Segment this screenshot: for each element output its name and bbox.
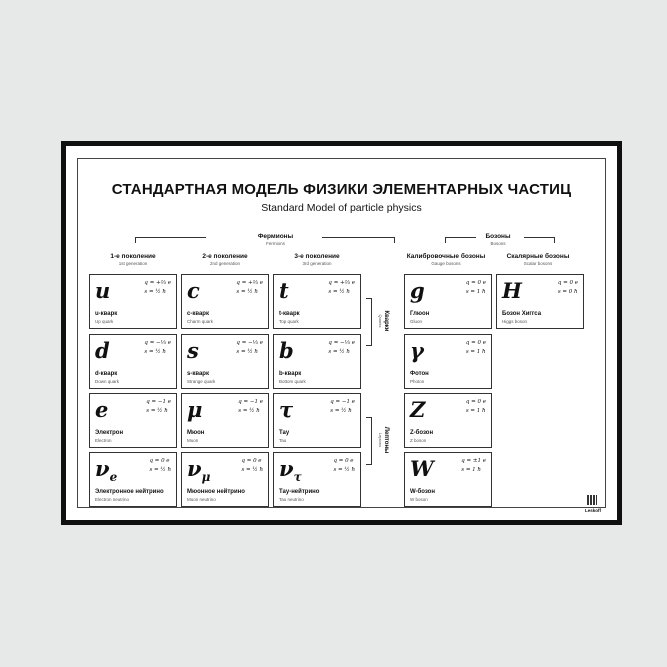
particle-properties xyxy=(333,457,355,475)
particle-name: Тау xyxy=(279,430,290,436)
particle-symbol: Z xyxy=(410,397,426,422)
charge-value: q = −1 e xyxy=(330,399,355,405)
spin-value: s = ½ ħ xyxy=(328,288,350,295)
particle-card xyxy=(404,452,492,507)
charge-value: q = +⅔ e xyxy=(236,280,263,286)
fermions-bracket-right xyxy=(322,237,395,243)
gen1-subtitle: 1st generation xyxy=(118,261,148,266)
particle-symbol: $\nu_e$ xyxy=(95,456,118,485)
bosons-subtitle: Bosons xyxy=(490,241,506,246)
gen3-subtitle: 3rd generation xyxy=(302,261,332,266)
particle-name: c-кварк xyxy=(187,311,209,317)
fermions-bracket-left xyxy=(135,237,206,243)
quarks-subtitle: Quarks xyxy=(378,314,383,328)
particle-card xyxy=(273,274,361,329)
scalar-subtitle: Scalar bosons xyxy=(523,261,553,266)
particle-properties xyxy=(146,398,171,416)
particle-symbol: b xyxy=(279,338,294,363)
particle-card xyxy=(404,334,492,389)
particle-name-en: Strange quark xyxy=(187,379,216,384)
charge-value: q = 0 e xyxy=(149,458,170,464)
charge-value: q = −⅓ e xyxy=(144,340,171,346)
particle-symbol: d xyxy=(95,338,110,363)
particle-name: Мюонное нейтрино xyxy=(187,489,245,495)
particle-name-en: Tau neutrino xyxy=(279,497,304,502)
gen3-title: 3-е поколение xyxy=(294,253,340,260)
charge-value: q = −1 e xyxy=(238,399,263,405)
spin-value: s = 0 ħ xyxy=(557,288,578,295)
leptons-subtitle: Leptons xyxy=(378,432,383,448)
particle-name-en: Tau xyxy=(279,438,287,443)
particle-name-en: Top quark xyxy=(279,319,299,324)
particle-card xyxy=(273,393,361,448)
gen2-subtitle: 2nd generation xyxy=(209,261,241,266)
charge-value: q = 0 e xyxy=(557,280,578,286)
particle-symbol: t xyxy=(279,278,289,303)
particle-name-en: Higgs boson xyxy=(502,319,528,324)
bosons-bracket-left xyxy=(445,237,476,243)
spin-value: s = 1 ħ xyxy=(465,407,486,414)
particle-card xyxy=(273,334,361,389)
particle-properties xyxy=(330,398,355,416)
poster-frame xyxy=(61,141,622,525)
spin-value: s = ½ ħ xyxy=(146,407,168,414)
spin-value: s = ½ ħ xyxy=(149,466,171,473)
charge-value: q = 0 e xyxy=(465,280,486,286)
particle-card xyxy=(181,334,269,389)
particle-symbol: μ xyxy=(187,397,203,422)
particle-name-en: Up quark xyxy=(95,319,114,324)
particle-card xyxy=(404,393,492,448)
charge-value: q = −⅓ e xyxy=(236,340,263,346)
particle-properties xyxy=(558,279,578,297)
particle-properties xyxy=(466,339,486,357)
gen2-header xyxy=(181,253,269,266)
particle-name: Фотон xyxy=(410,371,429,377)
charge-value: q = 0 e xyxy=(465,399,486,405)
fermions-title: Фермионы xyxy=(257,233,294,240)
particle-properties xyxy=(466,398,486,416)
gen2-title: 2-е поколение xyxy=(202,253,248,260)
charge-value: q = 0 e xyxy=(241,458,262,464)
particle-symbol: e xyxy=(95,397,109,422)
spin-value: s = ½ ħ xyxy=(330,407,352,414)
particle-symbol: g xyxy=(410,278,425,303)
quarks-title: Кварки xyxy=(383,310,389,332)
spin-value: s = ½ ħ xyxy=(236,348,258,355)
spin-value: s = ½ ħ xyxy=(328,348,350,355)
particle-name: Тау-нейтрино xyxy=(279,489,320,495)
gen3-header xyxy=(273,253,361,266)
particle-properties xyxy=(328,339,355,357)
particle-name: s-кварк xyxy=(187,371,209,377)
particle-name-en: Photon xyxy=(410,379,425,384)
gauge-header xyxy=(398,253,494,266)
quarks-label xyxy=(378,297,389,345)
particle-name-en: W boson xyxy=(410,497,428,502)
spin-value: s = 1 ħ xyxy=(461,466,481,473)
particle-symbol: τ xyxy=(279,397,294,422)
particle-card xyxy=(181,452,269,507)
particle-name-en: Bottom quark xyxy=(279,379,306,384)
particle-card xyxy=(89,452,177,507)
spin-value: s = ½ ħ xyxy=(241,466,263,473)
spin-value: s = ½ ħ xyxy=(333,466,355,473)
gen1-title: 1-е поколение xyxy=(110,253,156,260)
particle-card xyxy=(273,452,361,507)
particle-name: Глюон xyxy=(410,311,430,317)
charge-value: q = −1 e xyxy=(146,399,171,405)
particle-symbol: H xyxy=(502,278,522,303)
particle-symbol: s xyxy=(187,338,199,363)
particle-card xyxy=(496,274,584,329)
poster-border xyxy=(77,158,606,513)
leptons-label xyxy=(378,416,389,464)
particle-name: Электронное нейтрино xyxy=(95,489,164,495)
particle-properties xyxy=(466,279,486,297)
charge-value: q = +⅔ e xyxy=(144,280,171,286)
bosons-bracket-right xyxy=(524,237,555,243)
quarks-bracket xyxy=(366,298,372,346)
particle-name-en: Muon neutrino xyxy=(187,497,216,502)
particle-card xyxy=(181,274,269,329)
bosons-title: Бозоны xyxy=(485,233,511,240)
particle-name-en: Z boson xyxy=(410,438,427,443)
particle-properties xyxy=(144,339,171,357)
particle-card xyxy=(181,393,269,448)
charge-value: q = +⅔ e xyxy=(328,280,355,286)
particle-properties xyxy=(328,279,355,297)
poster-title: СТАНДАРТНАЯ МОДЕЛЬ ФИЗИКИ ЭЛЕМЕНТАРНЫХ ЧАСТИЦ xyxy=(111,181,572,198)
particle-card xyxy=(404,274,492,329)
particle-symbol: $\nu_\mu$ xyxy=(187,456,211,485)
spin-value: s = ½ ħ xyxy=(238,407,260,414)
particle-name: Мюон xyxy=(187,430,205,436)
particle-name-en: Down quark xyxy=(95,379,120,384)
particle-symbol: W xyxy=(410,456,434,481)
particle-properties xyxy=(149,457,171,475)
particle-name-en: Electron xyxy=(95,438,112,443)
scalar-title: Скалярные бозоны xyxy=(506,253,570,260)
particle-name: b-кварк xyxy=(279,371,302,377)
qr-code xyxy=(587,495,597,505)
leptons-title: Лептоны xyxy=(383,426,389,454)
particle-symbol: u xyxy=(95,278,111,303)
gen1-header xyxy=(89,253,177,266)
particle-symbol: $\nu_\tau$ xyxy=(279,456,302,485)
particle-card xyxy=(89,274,177,329)
fermions-subtitle: Fermions xyxy=(266,241,285,246)
particle-properties xyxy=(461,457,486,475)
particle-name: t-кварк xyxy=(279,311,300,317)
spin-value: s = 1 ħ xyxy=(465,348,486,355)
particle-properties xyxy=(241,457,263,475)
particle-name-en: Electron neutrino xyxy=(95,497,130,502)
particle-name-en: Charm quark xyxy=(187,319,214,324)
charge-value: q = −⅓ e xyxy=(328,340,355,346)
particle-properties xyxy=(236,279,263,297)
brand-label: Leskoff xyxy=(585,508,602,513)
charge-value: q = ±1 e xyxy=(461,458,486,464)
particle-properties xyxy=(144,279,171,297)
spin-value: s = ½ ħ xyxy=(144,288,166,295)
particle-name-en: Muon xyxy=(187,438,199,443)
particle-symbol: c xyxy=(187,278,200,303)
fermions-header xyxy=(218,233,333,246)
particle-name: Z-бозон xyxy=(410,430,434,436)
particle-card xyxy=(89,393,177,448)
gauge-title: Калибровочные бозоны xyxy=(406,253,486,260)
particle-symbol: γ xyxy=(410,338,424,363)
spin-value: s = ½ ħ xyxy=(236,288,258,295)
particle-name-en: Gluon xyxy=(410,319,423,324)
particle-name: W-бозон xyxy=(410,489,435,495)
charge-value: q = 0 e xyxy=(465,340,486,346)
charge-value: q = 0 e xyxy=(333,458,354,464)
spin-value: s = 1 ħ xyxy=(465,288,486,295)
gauge-subtitle: Gauge bosons xyxy=(431,261,461,266)
particle-name: Электрон xyxy=(95,430,124,436)
particle-name: Бозон Хиггса xyxy=(502,311,542,317)
particle-name: u-кварк xyxy=(95,311,118,317)
particle-card xyxy=(89,334,177,389)
poster-paper xyxy=(66,146,617,520)
particle-properties xyxy=(236,339,263,357)
particle-properties xyxy=(238,398,263,416)
scalar-header xyxy=(490,253,586,266)
leptons-bracket xyxy=(366,417,372,465)
particle-name: d-кварк xyxy=(95,371,118,377)
spin-value: s = ½ ħ xyxy=(144,348,166,355)
poster-subtitle: Standard Model of particle physics xyxy=(261,202,422,214)
